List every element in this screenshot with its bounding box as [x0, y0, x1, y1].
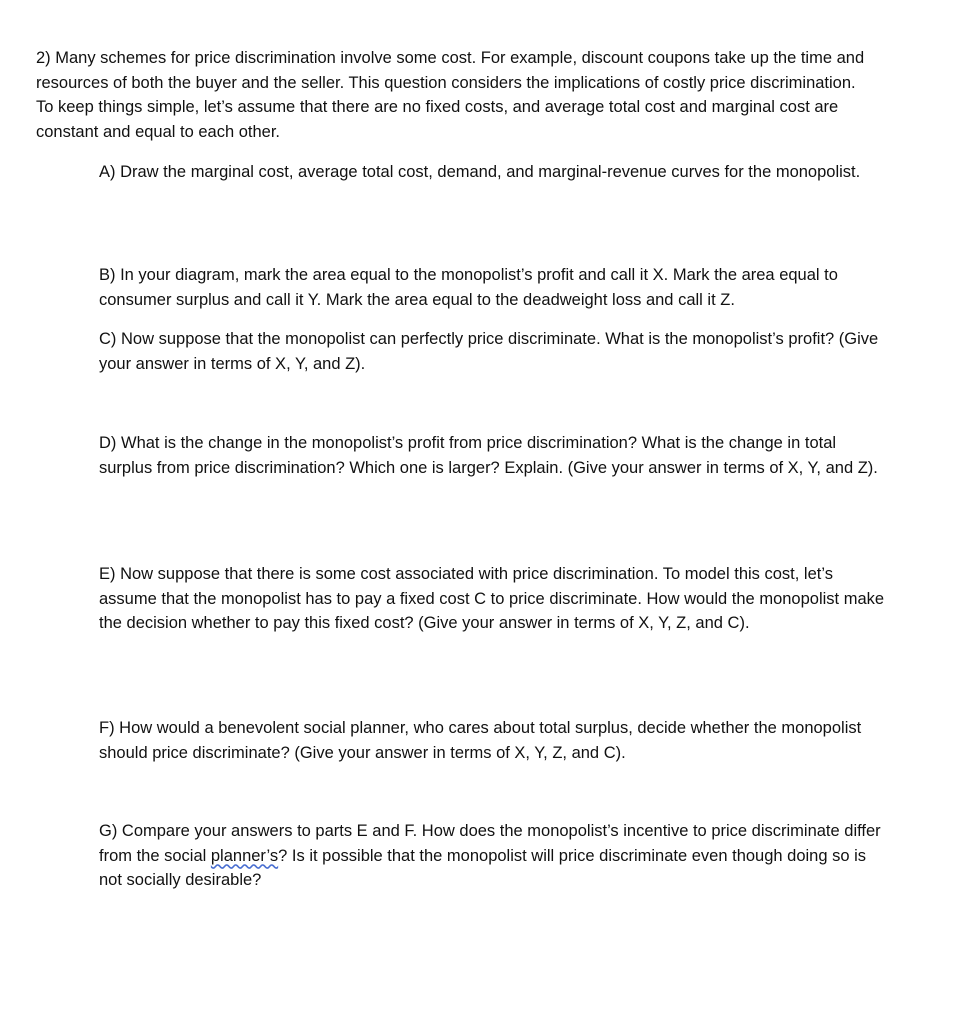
question-part-f: F) How would a benevolent social planner, who cares about total surplus, decide whether the monopolist should price discriminate? (Give your answer in terms of X, Y, Z, and C).	[99, 719, 862, 762]
question-part-b: B) In your diagram, mark the area equal to the monopolist’s profit and call it X. Mark the area equal to consumer surplus and call it Y. Mark the area equal to the deadweight loss and call it Z.	[99, 266, 838, 309]
part-g-text-end: ? Is it possible that the monopolist will price discriminate even though doing so is not socially desirable?	[99, 846, 867, 889]
question-part-g	[99, 819, 889, 893]
question-intro: 2) Many schemes for price discrimination involve some cost. For example, discount coupons take up the time and resources of both the buyer and the seller. This question considers the implications of costly price discrimination. To keep things simple, let’s assume that there are no fixed costs, and average total cost and marginal cost are constant and equal to each other.	[36, 49, 865, 141]
question-part-a: A) Draw the marginal cost, average total cost, demand, and marginal-revenue curves for the monopolist.	[99, 163, 861, 181]
question-part-c: C) Now suppose that the monopolist can perfectly price discriminate. What is the monopolist’s profit? (Give your answer in terms of X, Y, and Z).	[99, 330, 879, 373]
spellcheck-underlined-word: planner’s	[210, 846, 279, 865]
part-g-text-start: G) Compare your answers to parts E and F. How does the monopolist’s incentive to price discriminate differ from the social	[99, 822, 881, 865]
question-part-e: E) Now suppose that there is some cost associated with price discrimination. To model this cost, let’s assume that the monopolist has to pay a fixed cost C to price discriminate. How would the monopolist make the decision whether to pay this fixed cost? (Give your answer in terms of X, Y, Z, and C).	[99, 565, 885, 632]
question-part-d: D) What is the change in the monopolist’s profit from price discrimination? What is the change in total surplus from price discrimination? Which one is larger? Explain. (Give your answer in terms of X, Y, and Z).	[99, 434, 878, 477]
